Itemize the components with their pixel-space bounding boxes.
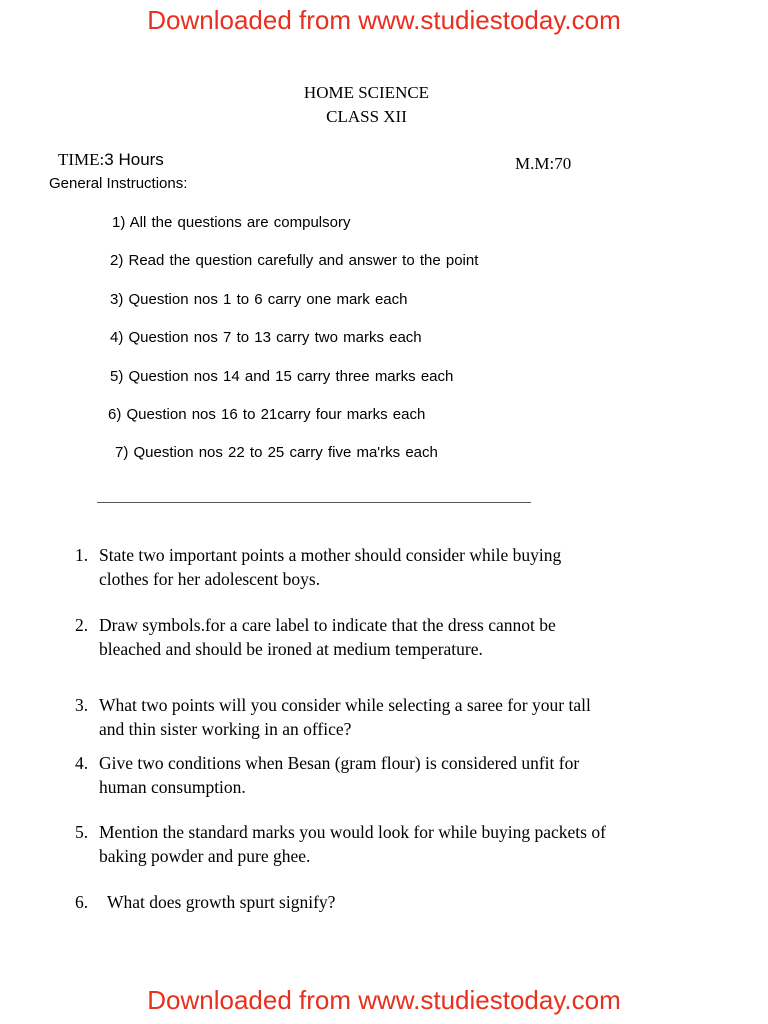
maximum-marks: M.M:70: [515, 154, 572, 173]
instruction-item: 4) Question nos 7 to 13 carry two marks each: [110, 329, 422, 346]
download-banner-top: Downloaded from www.studiestoday.com: [147, 5, 621, 35]
question-line: What does growth spurt signify?: [107, 892, 336, 912]
section-divider: [97, 502, 531, 503]
question-line: Give two conditions when Besan (gram flour) is considered unfit for: [99, 753, 580, 773]
question-text: [99, 693, 591, 741]
question-text: [107, 890, 335, 914]
question-line: bleached and should be ironed at medium temperature.: [99, 639, 483, 659]
instruction-item: 3) Question nos 1 to 6 carry one mark each: [110, 291, 408, 308]
question-number: 1.: [75, 545, 89, 565]
general-instructions-heading: General Instructions:: [49, 175, 188, 192]
question-number: 4.: [75, 753, 89, 773]
paper-subject: HOME SCIENCE: [303, 83, 430, 102]
time-value: 3 Hours: [104, 150, 164, 169]
question-text: [99, 820, 606, 868]
question-number: 2.: [75, 615, 89, 635]
instruction-item: 6) Question nos 16 to 21carry four marks each: [108, 406, 426, 423]
question-number: 6.: [75, 892, 89, 912]
question-line: baking powder and pure ghee.: [99, 846, 311, 866]
question-number: 5.: [75, 822, 89, 842]
time-allowed: [58, 150, 164, 170]
question-line: What two points will you consider while selecting a saree for your tall: [99, 695, 591, 715]
question-text: [99, 543, 561, 591]
question-line: State two important points a mother should consider while buying: [99, 545, 562, 565]
question-line: and thin sister working in an office?: [99, 719, 352, 739]
instruction-item: 7) Question nos 22 to 25 carry five ma'rks each: [115, 444, 438, 461]
question-line: Mention the standard marks you would look for while buying packets of: [99, 822, 606, 842]
question-line: clothes for her adolescent boys.: [99, 569, 321, 589]
instruction-item: 1) All the questions are compulsory: [112, 214, 351, 231]
question-line: Draw symbols.for a care label to indicate that the dress cannot be: [99, 615, 556, 635]
instruction-item: 5) Question nos 14 and 15 carry three marks each: [110, 368, 454, 385]
download-banner-bottom: Downloaded from www.studiestoday.com: [147, 985, 621, 1015]
time-label: TIME:: [58, 150, 105, 169]
paper-class: CLASS XII: [326, 107, 407, 126]
instruction-item: 2) Read the question carefully and answer to the point: [110, 252, 479, 269]
question-text: [99, 751, 579, 799]
question-number: 3.: [75, 695, 89, 715]
question-text: [99, 613, 556, 661]
question-line: human consumption.: [99, 777, 246, 797]
